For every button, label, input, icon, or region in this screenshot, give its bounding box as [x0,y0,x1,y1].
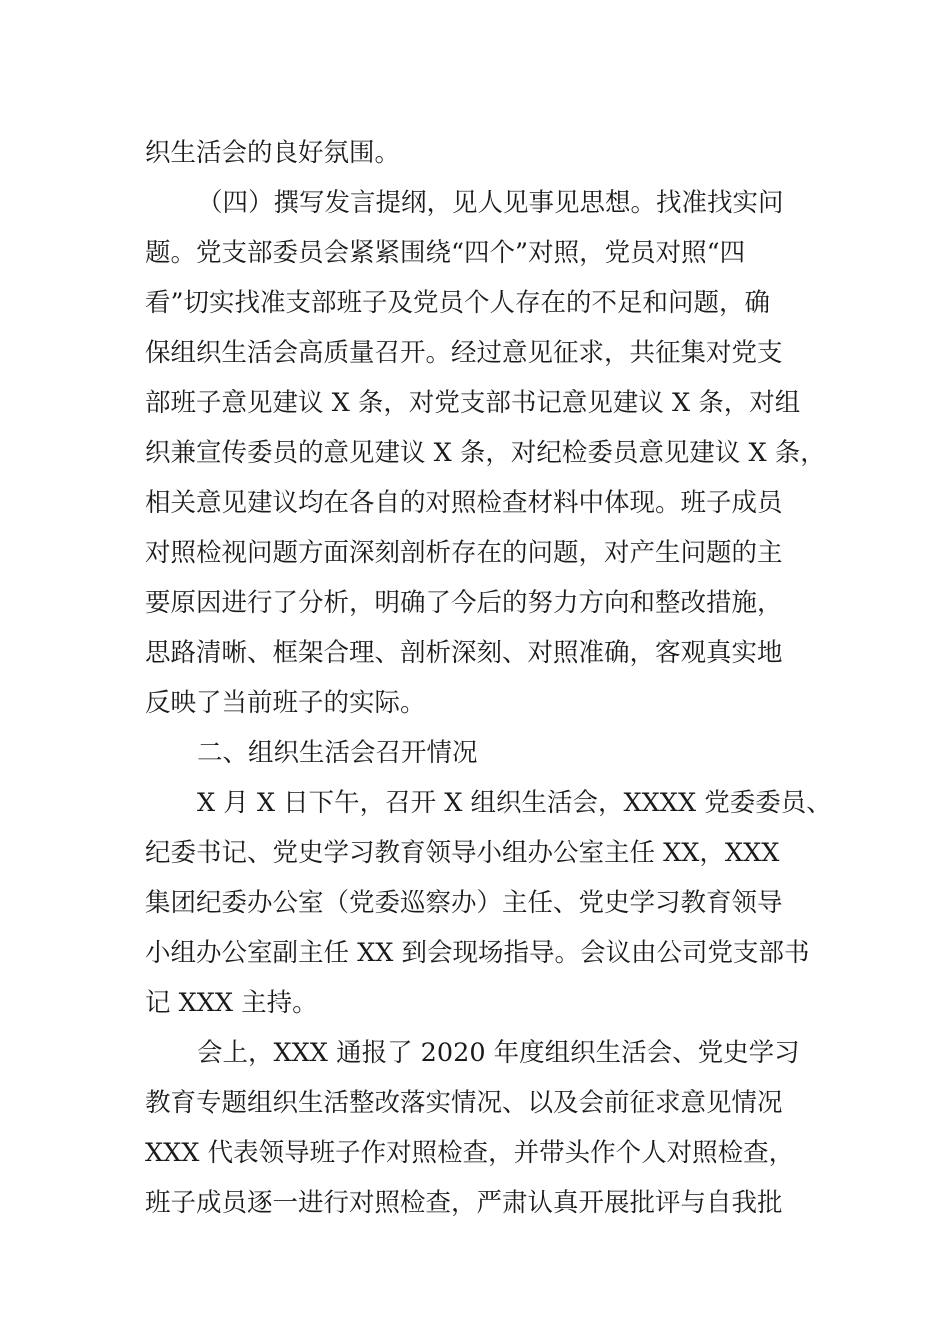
text-line: X 月 X 日下午，召开 X 组织生活会，XXXX 党委委员、 [197,788,832,818]
text-line: 看”切实找准支部班子及党员个人存在的不足和问题，确 [145,288,771,318]
text-line: 织生活会的良好氛围。 [145,138,401,168]
section-heading: 二、组织生活会召开情况 [197,738,478,768]
text-line: 班子成员逐一进行对照检查，严肃认真开展批评与自我批 [145,1188,783,1218]
text-line: 对照检视问题方面深刻剖析存在的问题，对产生问题的主 [145,538,783,568]
text-line: 会上，XXX 通报了 2020 年度组织生活会、党史学习 [197,1038,800,1068]
text-line: 小组办公室副主任 XX 到会现场指导。会议由公司党支部书 [145,938,810,968]
text-line: 相关意见建议均在各自的对照检查材料中体现。班子成员 [145,488,783,518]
text-line: （四）撰写发言提纲，见人见事见思想。找准找实问 [197,188,784,218]
text-line: 教育专题组织生活整改落实情况、以及会前征求意见情况 [145,1088,783,1118]
text-line: 织兼宣传委员的意见建议 X 条，对纪检委员意见建议 X 条， [145,438,826,468]
text-line: 题。党支部委员会紧紧围绕“四个”对照，党员对照“四 [145,238,746,268]
text-line: 要原因进行了分析，明确了今后的努力方向和整改措施， [145,588,783,618]
document-body [145,128,835,1228]
text-line: 反映了当前班子的实际。 [145,688,426,718]
text-line: 集团纪委办公室（党委巡察办）主任、党史学习教育领导 [145,888,783,918]
text-line: 保组织生活会高质量召开。经过意见征求，共征集对党支 [145,338,783,368]
text-line: XXX 代表领导班子作对照检查，并带头作个人对照检查， [145,1138,795,1168]
text-line: 纪委书记、党史学习教育领导小组办公室主任 XX，XXX [145,838,780,868]
text-line: 思路清晰、框架合理、剖析深刻、对照准确，客观真实地 [145,638,783,668]
text-line: 部班子意见建议 X 条，对党支部书记意见建议 X 条，对组 [145,388,801,418]
text-line: 记 XXX 主持。 [145,988,318,1018]
